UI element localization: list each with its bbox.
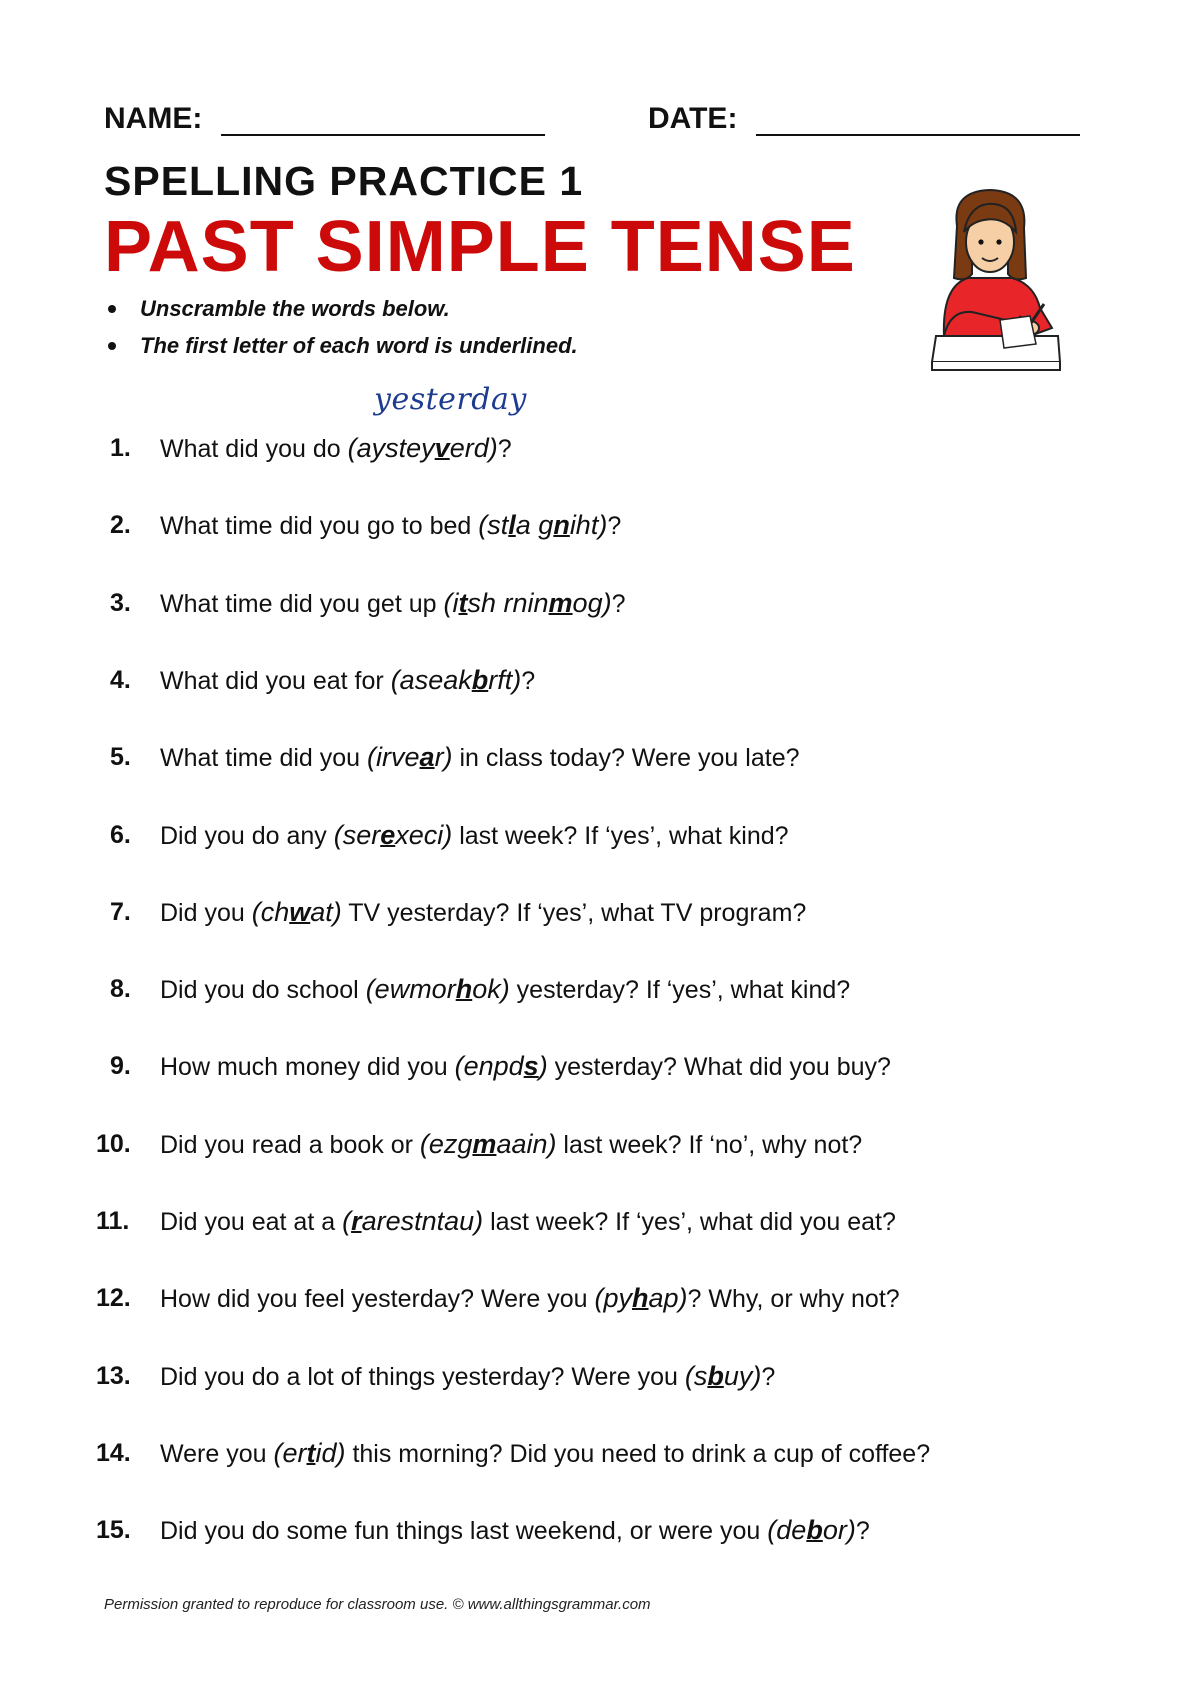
scrambled-word: (st (478, 510, 509, 541)
question-text (160, 1278, 900, 1319)
scrambled-word: (enpd (454, 1051, 524, 1082)
scrambled-word: (i (443, 587, 459, 618)
question-text (160, 660, 535, 701)
question-fragment: What time did you go to bed (160, 512, 479, 541)
question-text (160, 583, 625, 624)
instruction-text: The first letter of each word is underlined. (140, 333, 578, 358)
question-text (160, 1356, 775, 1397)
question-fragment: TV yesterday? If ‘yes’, what TV program? (341, 898, 807, 927)
question-number: 11. (96, 1207, 130, 1235)
first-letter-underlined: b (707, 1360, 724, 1391)
scrambled-word: erd) (449, 433, 498, 463)
question-item (96, 1201, 1096, 1241)
first-letter-underlined: n (553, 510, 570, 541)
scrambled-word: r) (434, 742, 453, 773)
question-text (160, 1510, 870, 1551)
question-number: 5. (110, 743, 131, 772)
question-fragment: last week? If ‘yes’, what did you eat? (483, 1208, 896, 1236)
name-line[interactable] (221, 104, 545, 136)
scrambled-word: (aystey (347, 433, 435, 463)
scrambled-word: at) (310, 896, 342, 927)
question-number: 12. (96, 1284, 131, 1313)
question-number: 7. (110, 897, 131, 926)
question-fragment: ? (611, 589, 626, 618)
first-letter-underlined: r (351, 1206, 362, 1236)
handwritten-answer: yesterday (374, 382, 527, 417)
question-fragment: ? (855, 1517, 870, 1546)
question-fragment: ? (521, 666, 536, 695)
question-text (160, 1433, 930, 1474)
question-fragment: Did you do a lot of things yesterday? Were you (160, 1362, 685, 1391)
question-item (96, 583, 1096, 623)
question-fragment: Did you do school (160, 976, 366, 1005)
question-number: 3. (110, 588, 131, 617)
instruction-item (104, 327, 578, 364)
scrambled-word: ap) (648, 1283, 688, 1314)
question-text (160, 892, 806, 933)
first-letter-underlined: v (434, 433, 450, 463)
first-letter-underlined: m (472, 1128, 497, 1159)
question-item (96, 1124, 1096, 1164)
question-fragment: How did you feel yesterday? Were you (160, 1285, 595, 1314)
question-text (160, 1046, 891, 1087)
question-item (96, 737, 1096, 777)
name-label: NAME: (104, 102, 203, 135)
question-fragment: ? (497, 435, 512, 463)
scrambled-word: (py (594, 1283, 633, 1314)
name-field (104, 102, 545, 136)
scrambled-word: rft) (488, 664, 522, 695)
question-text (160, 1124, 862, 1165)
question-text (160, 505, 621, 546)
scrambled-word: aain) (496, 1128, 557, 1159)
question-fragment: How much money did you (160, 1053, 455, 1082)
first-letter-underlined: t (306, 1437, 316, 1468)
question-fragment: ? (761, 1362, 776, 1391)
question-fragment: this morning? Did you need to drink a cup of coffee? (345, 1439, 931, 1468)
question-number: 2. (110, 511, 131, 540)
question-fragment: Were you (160, 1439, 274, 1468)
first-letter-underlined: e (380, 819, 396, 850)
question-item (96, 505, 1096, 545)
question-fragment: ? Why, or why not? (687, 1285, 900, 1314)
bullet-icon (108, 342, 116, 350)
question-fragment: yesterday? If ‘yes’, what kind? (509, 976, 851, 1005)
question-item (96, 1433, 1096, 1473)
scrambled-word: ) (538, 1051, 548, 1082)
scrambled-word: (ezg (419, 1128, 473, 1159)
scrambled-word: (irve (367, 742, 420, 773)
question-text (160, 1201, 896, 1242)
question-text (160, 428, 512, 469)
scrambled-word: iht) (569, 510, 608, 541)
question-item (96, 1278, 1096, 1318)
first-letter-underlined: t (458, 587, 468, 618)
scrambled-word: xeci) (395, 819, 453, 850)
question-fragment: ? (607, 512, 622, 541)
question-fragment: Did you do any (160, 821, 334, 850)
scrambled-word: (ch (251, 896, 290, 927)
question-number: 13. (96, 1361, 131, 1390)
question-item (96, 1356, 1096, 1396)
first-letter-underlined: b (806, 1515, 823, 1546)
question-number: 4. (110, 665, 131, 694)
scrambled-word: ( (342, 1206, 352, 1236)
question-fragment: Did you eat at a (160, 1208, 343, 1236)
scrambled-word: (s (684, 1360, 708, 1391)
worksheet-subtitle: SPELLING PRACTICE 1 (104, 158, 584, 204)
date-field (648, 102, 1080, 136)
question-fragment: Did you (160, 898, 252, 927)
first-letter-underlined: m (548, 587, 573, 618)
scrambled-word: uy) (723, 1360, 762, 1391)
question-item (96, 815, 1096, 855)
first-letter-underlined: a (419, 742, 435, 773)
scrambled-word: or) (822, 1515, 856, 1546)
scrambled-word: arestntau) (361, 1206, 484, 1236)
instructions-list (104, 290, 578, 364)
question-number: 1. (110, 434, 131, 462)
question-number: 9. (110, 1052, 131, 1081)
scrambled-word: (ser (333, 819, 381, 850)
girl-writing-illustration (922, 186, 1062, 386)
scrambled-word: (aseak (390, 664, 472, 695)
date-line[interactable] (756, 104, 1080, 136)
question-fragment: What time did you get up (160, 589, 444, 618)
question-item (96, 969, 1096, 1009)
question-item (96, 1046, 1096, 1086)
instruction-item (104, 290, 578, 327)
worksheet-title: PAST SIMPLE TENSE (104, 207, 856, 287)
question-text (160, 969, 850, 1010)
first-letter-underlined: l (508, 510, 516, 541)
question-fragment: Did you read a book or (160, 1130, 420, 1159)
question-fragment: last week? If ‘no’, why not? (556, 1130, 863, 1159)
bullet-icon (108, 305, 116, 313)
question-fragment: Did you do some fun things last weekend, or were you (160, 1517, 768, 1546)
scrambled-word: (de (767, 1515, 807, 1546)
scrambled-word: sh rnin (467, 587, 549, 618)
scrambled-word: a g (515, 510, 554, 541)
question-fragment: What time did you (160, 744, 368, 773)
question-fragment: What did you do (160, 435, 348, 463)
first-letter-underlined: b (471, 664, 489, 695)
question-number: 6. (110, 820, 131, 849)
question-item (96, 892, 1096, 932)
question-number: 10. (96, 1129, 131, 1158)
copyright-footer: Permission granted to reproduce for classroom use. © www.allthingsgrammar.com (104, 1596, 651, 1613)
question-fragment: yesterday? What did you buy? (547, 1053, 891, 1082)
question-number: 14. (96, 1438, 131, 1467)
question-item (96, 660, 1096, 700)
scrambled-word: (er (273, 1437, 307, 1468)
scrambled-word: ok) (472, 974, 510, 1005)
question-number: 15. (96, 1516, 131, 1545)
first-letter-underlined: s (523, 1051, 539, 1082)
scrambled-word: og) (572, 587, 612, 618)
instruction-text: Unscramble the words below. (140, 296, 450, 321)
scrambled-word: id) (315, 1437, 346, 1468)
question-text (160, 815, 789, 856)
question-item (96, 428, 1096, 468)
question-item (96, 1510, 1096, 1550)
question-fragment: in class today? Were you late? (452, 744, 800, 773)
question-number: 8. (110, 975, 131, 1004)
question-text (160, 737, 800, 778)
scrambled-word: (ewmor (365, 974, 456, 1005)
first-letter-underlined: h (632, 1283, 649, 1314)
first-letter-underlined: h (455, 974, 473, 1005)
question-fragment: What did you eat for (160, 666, 391, 695)
date-label: DATE: (648, 102, 738, 135)
first-letter-underlined: w (289, 896, 311, 927)
question-fragment: last week? If ‘yes’, what kind? (452, 821, 789, 850)
